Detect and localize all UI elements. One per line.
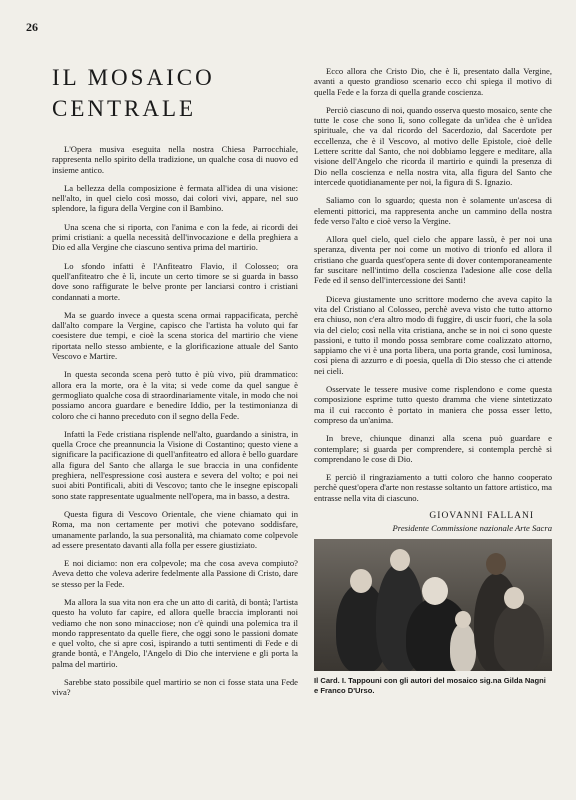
- paragraph: Una scena che si riporta, con l'anima e con la fede, ai ricordi dei primi cristiani: a quella necessità dell'invocazione e della preghiera a Dio ed alla Vergine che ciascuno sentiva prima del martirio.: [52, 221, 298, 253]
- title-line-1: IL MOSAICO: [52, 65, 215, 90]
- child-figure: [450, 623, 476, 671]
- paragraph: Lo sfondo infatti è l'Anfiteatro Flavio, il Colosseo; ora quell'anfiteatro che è lì, incute un certo timore se si guarda in basso dove sono raffigurate le belve pronte per lanciarsi contro i cristiani condannati a morte.: [52, 260, 298, 302]
- article-title: [52, 62, 298, 124]
- paragraph: Diceva giustamente uno scrittore moderno che aveva capito la vita del Cristiano al Colosseo, perchè aveva visto che tutto attorno era chiuso, non c'era altro modo di fuggire, di uscir fuori, che la sola via del cielo; così nella vita cristiana, anche se in noi ci sono queste passioni, e tutto il mondo possa sembrare come coalizzato attorno, sappiamo che vi è una porta libera, una porta grande, così luminosa, così piena di azzurro e di poesia, quella di Dio stesso che ci attende nei cieli.: [314, 293, 552, 376]
- paragraph: Infatti la Fede cristiana risplende nell'alto, guardando a sinistra, in quella Croce che preannuncia la Visione di Costantino; questo viene a significare la pacificazione di quell'anfiteatro ed allora è bello guardare alla figura del Santo che allarga le sue braccia in una confidente preghiera, nell'espressione così austera e severa del volto; e poi nei suoi abiti Pontificali, abiti di Vescovo; tanto che le insegne episcopali sono state rappresentate ugualmente nell'opera, ma in basso, a destra.: [52, 428, 298, 501]
- paragraph: Ma allora la sua vita non era che un atto di carità, di bontà; l'artista questo ha voluto far capire, ed allora quelle braccia imploranti noi vediamo che non sono minacciose; non c'è quindi una polemica tra il mondo rappresentato da quelle fiere, che oggi sono le passioni domate e quel volto, che si apre così, ispirando a tutti sentimenti di Fede e di grande bontà, e l'Angelo, l'Angelo di Dio che interviene e gli porta la palma del martirio.: [52, 596, 298, 669]
- paragraph: E noi diciamo: non era colpevole; ma che cosa aveva compiuto? Aveva detto che voleva aderire fedelmente alla Passione di Cristo, dare se stesso per la Fede.: [52, 558, 298, 589]
- author-role: Presidente Commissione nazionale Arte Sacra: [392, 522, 552, 533]
- photo-caption: Il Card. I. Tappouni con gli autori del mosaico sig.na Gilda Nagni e Franco D'Urso.: [314, 675, 546, 695]
- paragraph: Perciò ciascuno di noi, quando osserva questo mosaico, sente che tutte le cose che sono lì, sono collegate da un'idea che è un'idea spirituale, che va dal ricordo del Sacerdozio, dal Sacerdote per eccellenza, che è il Vescovo, al motivo delle Epistole, cioè delle Lettere scritte dal Santo, che noi dobbiamo leggere e meditare, alla visione dell'Angelo che ricorda il martirio e quindi la presenza di Dio nella coscienza e nella nostra vita, alla figura del Santo che intercede quotidianamente per noi, la figura di S. Ignazio.: [314, 104, 552, 187]
- group-photo: [314, 539, 552, 671]
- paragraph: Ma se guardo invece a questa scena ormai rappacificata, perchè dall'alto compare la Vergine, capisco che l'artista ha voluto qui far coesistere due tempi, e cioè la scena storica del martirio che viene riportata nello stesso ambiente, e la glorificazione attuale del Santo Vescovo e Martire.: [52, 309, 298, 362]
- page-number: 26: [26, 20, 38, 34]
- paragraph: Saliamo con lo sguardo; questa non è solamente un'ascesa di elementi pittorici, ma rappresenta anche un cammino della nostra fede verso l'alto e cioè verso la Vergine.: [314, 195, 552, 226]
- paragraph: L'Opera musiva eseguita nella nostra Chiesa Parrocchiale, rappresenta nello spirito della tradizione, un qualche cosa di nuovo ed insieme antico.: [52, 144, 298, 175]
- person-figure: [494, 603, 544, 671]
- person-head: [350, 569, 372, 593]
- paragraph: Allora quel cielo, quel cielo che appare lassù, è per noi una speranza, diventa per noi come un motivo di trionfo ed allora il cristiano che guarda quest'opera sente di dover contemporaneamente far suscitare nell'intimo della coscienza l'adesione alle cose della Fede ed il senso dell'intercessione dei Santi!: [314, 234, 552, 286]
- person-head: [486, 553, 506, 575]
- right-column: [314, 66, 552, 696]
- paragraph: Osservate le tessere musive come risplendono e come questa composizione esprime tutto questo dramma che viene sintetizzato ma il cui racconto è portato in maniera che possa esser letto, compreso da un'anima.: [314, 384, 552, 425]
- paragraph: In questa seconda scena però tutto è più vivo, più drammatico: allora era la morte, ora è la vita; si vede come da quel sangue è germogliato qualche cosa di straordinariamente vitale, in modo che noi possiamo ancora guardare e benedire Iddio, per la testimonianza di coloro che ci hanno preceduto con il segno della Fede.: [52, 369, 298, 421]
- child-head: [455, 611, 471, 628]
- title-line-2: CENTRALE: [52, 96, 197, 121]
- left-column: [52, 62, 298, 706]
- paragraph: Questa figura di Vescovo Orientale, che viene chiamato qui in Roma, ma non certamente per motivi che potevano soddisfare, umanamente parlando, la sua personalità, ma chiamato come colpevole ad essere presentato davanti alla folla per essere giustiziato.: [52, 508, 298, 550]
- person-head: [504, 587, 524, 609]
- paragraph: In breve, chiunque dinanzi alla scena può guardare e contemplare; si guarda per comprendere, si contempla perchè si comprendano le cose di Dio.: [314, 433, 552, 464]
- paragraph: E perciò il ringraziamento a tutti coloro che hanno cooperato perchè quest'opera d'arte non restasse soltanto un fattore artistico, ma entrasse nella vita di ciascuno.: [314, 472, 552, 503]
- author-name: GIOVANNI FALLANI: [429, 510, 534, 521]
- person-head: [390, 549, 410, 571]
- cardinal-head: [422, 577, 448, 605]
- paragraph: Sarebbe stato possibile quel martirio se non ci fosse stata una Fede viva?: [52, 677, 298, 698]
- paragraph: La bellezza della composizione è fermata all'idea di una visione: nell'alto, in quel cielo così mosso, dai colori vivi, appare, nel suo splendore, la figura della Vergine con il Bambino.: [52, 182, 298, 214]
- paragraph: Ecco allora che Cristo Dio, che è lì, presentato dalla Vergine, avanti a questo grandioso scenario ecco chi spiega il motivo di quella Fede e la forza di quella grande coscienza.: [314, 66, 552, 97]
